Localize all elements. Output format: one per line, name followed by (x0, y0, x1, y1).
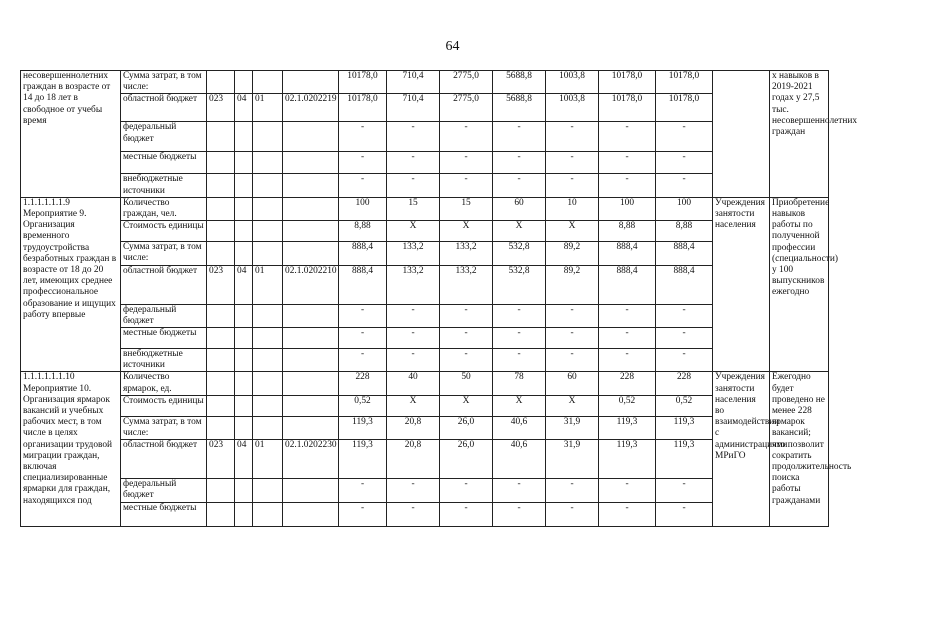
code-grbs (207, 174, 235, 197)
value-cell: 133,2 (440, 242, 493, 265)
indicator-name: внебюджетные источники (121, 349, 207, 372)
value-cell: - (599, 479, 656, 502)
executor-cell (713, 71, 770, 198)
code-rz (235, 349, 253, 372)
value-cell: - (546, 304, 599, 327)
value-cell: Х (440, 395, 493, 416)
value-cell: 228 (339, 372, 387, 395)
value-cell: 888,4 (599, 242, 656, 265)
value-cell: 2775,0 (440, 94, 493, 122)
value-cell: 5688,8 (493, 71, 546, 94)
code-pr (253, 395, 283, 416)
value-cell: 710,4 (387, 71, 440, 94)
code-csr (283, 479, 339, 502)
code-csr (283, 242, 339, 265)
code-csr (283, 416, 339, 439)
value-cell: 8,88 (599, 221, 656, 242)
value-cell: - (546, 174, 599, 197)
value-cell: 100 (656, 197, 713, 220)
value-cell: - (387, 152, 440, 174)
value-cell: 10178,0 (656, 71, 713, 94)
code-grbs (207, 372, 235, 395)
indicator-name: Количество ярмарок, ед. (121, 372, 207, 395)
code-pr: 01 (253, 265, 283, 304)
code-pr (253, 328, 283, 349)
value-cell: 100 (599, 197, 656, 220)
value-cell: Х (493, 395, 546, 416)
value-cell: 5688,8 (493, 94, 546, 122)
value-cell: 133,2 (440, 265, 493, 304)
code-grbs (207, 71, 235, 94)
value-cell: 26,0 (440, 440, 493, 479)
code-pr (253, 304, 283, 327)
code-csr (283, 71, 339, 94)
result-cell: х навыков в 2019-2021 годах у 27,5 тыс. несовершеннолетних граждан (770, 71, 829, 198)
value-cell: 532,8 (493, 265, 546, 304)
value-cell: 119,3 (599, 440, 656, 479)
value-cell: - (546, 152, 599, 174)
code-csr (283, 349, 339, 372)
table-row (21, 197, 949, 220)
value-cell: 133,2 (387, 242, 440, 265)
value-cell: - (339, 328, 387, 349)
value-cell: - (546, 122, 599, 152)
value-cell: - (656, 479, 713, 502)
code-rz (235, 372, 253, 395)
value-cell: 888,4 (339, 265, 387, 304)
value-cell: - (493, 152, 546, 174)
value-cell: - (440, 479, 493, 502)
program-table (20, 70, 949, 527)
result-cell: Ежегодно будет проведено не менее 228 ярмарок вакансий; что позволит сократить продолжительность поиска работы гражданами (770, 372, 829, 526)
value-cell: 10178,0 (339, 71, 387, 94)
code-csr (283, 221, 339, 242)
indicator-name: внебюджетные источники (121, 174, 207, 197)
value-cell: 710,4 (387, 94, 440, 122)
value-cell: 10178,0 (599, 94, 656, 122)
code-pr (253, 122, 283, 152)
code-pr (253, 71, 283, 94)
code-rz (235, 304, 253, 327)
measure-cell: несовершеннолетних граждан в возрасте от 14 до 18 лет в свободное от учебы время (21, 71, 121, 198)
value-cell: - (440, 152, 493, 174)
value-cell: - (656, 502, 713, 526)
indicator-name: местные бюджеты (121, 502, 207, 526)
value-cell: - (493, 479, 546, 502)
value-cell: - (599, 349, 656, 372)
value-cell: 228 (599, 372, 656, 395)
value-cell: - (387, 349, 440, 372)
code-grbs (207, 328, 235, 349)
value-cell: 8,88 (339, 221, 387, 242)
code-csr (283, 122, 339, 152)
indicator-name: федеральный бюджет (121, 479, 207, 502)
code-pr (253, 152, 283, 174)
value-cell: Х (546, 395, 599, 416)
value-cell: - (493, 328, 546, 349)
value-cell: 228 (656, 372, 713, 395)
indicator-name: Стоимость единицы (121, 395, 207, 416)
indicator-name: областной бюджет (121, 265, 207, 304)
value-cell: 31,9 (546, 440, 599, 479)
value-cell: 0,52 (656, 395, 713, 416)
code-grbs (207, 502, 235, 526)
code-csr (283, 152, 339, 174)
value-cell: 2775,0 (440, 71, 493, 94)
code-pr (253, 349, 283, 372)
indicator-name: Сумма затрат, в том числе: (121, 71, 207, 94)
value-cell: - (656, 304, 713, 327)
value-cell: - (339, 122, 387, 152)
indicator-name: федеральный бюджет (121, 304, 207, 327)
code-rz (235, 479, 253, 502)
code-csr: 02.1.0202230 (283, 440, 339, 479)
code-pr (253, 479, 283, 502)
code-rz (235, 395, 253, 416)
value-cell: 20,8 (387, 416, 440, 439)
value-cell: Х (440, 221, 493, 242)
code-csr: 02.1.0202210 (283, 265, 339, 304)
code-grbs: 023 (207, 94, 235, 122)
value-cell: - (339, 304, 387, 327)
table-row (21, 372, 949, 395)
value-cell: 8,88 (656, 221, 713, 242)
code-pr (253, 502, 283, 526)
value-cell: 1003,8 (546, 94, 599, 122)
value-cell: - (493, 304, 546, 327)
code-grbs (207, 152, 235, 174)
value-cell: 31,9 (546, 416, 599, 439)
value-cell: - (599, 304, 656, 327)
value-cell: 888,4 (656, 265, 713, 304)
value-cell: Х (387, 395, 440, 416)
value-cell: - (339, 502, 387, 526)
indicator-name: областной бюджет (121, 94, 207, 122)
value-cell: 40,6 (493, 416, 546, 439)
value-cell: 10 (546, 197, 599, 220)
code-csr: 02.1.0202219 (283, 94, 339, 122)
code-grbs (207, 242, 235, 265)
value-cell: - (656, 122, 713, 152)
value-cell: - (339, 152, 387, 174)
value-cell: Х (546, 221, 599, 242)
value-cell: 1003,8 (546, 71, 599, 94)
indicator-name: местные бюджеты (121, 328, 207, 349)
value-cell: - (656, 328, 713, 349)
measure-cell: 1.1.1.1.1.1.9 Мероприятие 9. Организация временного трудоустройства безработных граждан в возрасте от 18 до 20 лет, имеющих среднее профессиональное образование и ищущих работу впервые (21, 197, 121, 372)
value-cell: - (656, 152, 713, 174)
code-rz (235, 221, 253, 242)
value-cell: - (493, 502, 546, 526)
code-rz (235, 71, 253, 94)
value-cell: 0,52 (339, 395, 387, 416)
indicator-name: областной бюджет (121, 440, 207, 479)
value-cell: - (440, 502, 493, 526)
value-cell: 78 (493, 372, 546, 395)
code-csr (283, 304, 339, 327)
code-rz (235, 174, 253, 197)
code-grbs (207, 416, 235, 439)
value-cell: 15 (440, 197, 493, 220)
value-cell: - (546, 502, 599, 526)
code-grbs (207, 479, 235, 502)
indicator-name: Стоимость единицы (121, 221, 207, 242)
value-cell: 50 (440, 372, 493, 395)
code-csr (283, 197, 339, 220)
value-cell: 133,2 (387, 265, 440, 304)
code-grbs: 023 (207, 440, 235, 479)
value-cell: - (387, 502, 440, 526)
value-cell: 20,8 (387, 440, 440, 479)
table-row (21, 71, 949, 94)
value-cell: - (440, 174, 493, 197)
code-rz (235, 152, 253, 174)
code-rz: 04 (235, 265, 253, 304)
measure-cell: 1.1.1.1.1.1.10 Мероприятие 10. Организация ярмарок вакансий и учебных рабочих мест, в том числе в целях организации трудовой миграции граждан, включая специализированные ярмарки для граждан, находящихся под (21, 372, 121, 526)
value-cell: - (440, 304, 493, 327)
value-cell: 10178,0 (339, 94, 387, 122)
value-cell: - (599, 502, 656, 526)
code-pr (253, 372, 283, 395)
code-pr (253, 221, 283, 242)
value-cell: 532,8 (493, 242, 546, 265)
value-cell: - (599, 122, 656, 152)
code-rz: 04 (235, 440, 253, 479)
value-cell: - (546, 479, 599, 502)
value-cell: 119,3 (656, 416, 713, 439)
code-rz (235, 502, 253, 526)
code-pr (253, 174, 283, 197)
value-cell: 888,4 (339, 242, 387, 265)
code-grbs (207, 304, 235, 327)
value-cell: - (387, 174, 440, 197)
indicator-name: Сумма затрат, в том числе: (121, 242, 207, 265)
code-rz (235, 197, 253, 220)
value-cell: - (546, 328, 599, 349)
indicator-name: федеральный бюджет (121, 122, 207, 152)
code-grbs: 023 (207, 265, 235, 304)
value-cell: - (387, 479, 440, 502)
value-cell: - (599, 174, 656, 197)
value-cell: Х (493, 221, 546, 242)
value-cell: 40 (387, 372, 440, 395)
code-grbs (207, 122, 235, 152)
value-cell: - (656, 349, 713, 372)
executor-cell: Учреждения занятости населения во взаимодействии с администрациями МРиГО (713, 372, 770, 526)
value-cell: 26,0 (440, 416, 493, 439)
value-cell: - (546, 349, 599, 372)
value-cell: 60 (546, 372, 599, 395)
code-rz: 04 (235, 94, 253, 122)
value-cell: 60 (493, 197, 546, 220)
value-cell: 119,3 (656, 440, 713, 479)
code-pr: 01 (253, 440, 283, 479)
indicator-name: Сумма затрат, в том числе: (121, 416, 207, 439)
code-rz (235, 242, 253, 265)
code-grbs (207, 349, 235, 372)
value-cell: 15 (387, 197, 440, 220)
value-cell: - (440, 349, 493, 372)
value-cell: - (339, 479, 387, 502)
executor-cell: Учреждения занятости населения (713, 197, 770, 372)
value-cell: - (493, 349, 546, 372)
code-rz (235, 416, 253, 439)
value-cell: 89,2 (546, 265, 599, 304)
code-csr (283, 395, 339, 416)
value-cell: 119,3 (339, 416, 387, 439)
value-cell: - (440, 328, 493, 349)
code-grbs (207, 395, 235, 416)
code-grbs (207, 221, 235, 242)
value-cell: 89,2 (546, 242, 599, 265)
value-cell: - (440, 122, 493, 152)
code-grbs (207, 197, 235, 220)
value-cell: - (599, 152, 656, 174)
value-cell: 119,3 (339, 440, 387, 479)
code-csr (283, 502, 339, 526)
value-cell: - (339, 349, 387, 372)
value-cell: - (387, 304, 440, 327)
code-pr: 01 (253, 94, 283, 122)
code-pr (253, 197, 283, 220)
value-cell: 888,4 (599, 265, 656, 304)
code-pr (253, 242, 283, 265)
value-cell: 10178,0 (656, 94, 713, 122)
indicator-name: местные бюджеты (121, 152, 207, 174)
value-cell: - (387, 328, 440, 349)
indicator-name: Количество граждан, чел. (121, 197, 207, 220)
value-cell: 119,3 (599, 416, 656, 439)
page-number: 64 (445, 39, 460, 54)
value-cell: 888,4 (656, 242, 713, 265)
value-cell: - (656, 174, 713, 197)
value-cell: 10178,0 (599, 71, 656, 94)
value-cell: 40,6 (493, 440, 546, 479)
value-cell: - (493, 174, 546, 197)
value-cell: - (493, 122, 546, 152)
value-cell: - (387, 122, 440, 152)
value-cell: - (339, 174, 387, 197)
code-csr (283, 328, 339, 349)
code-csr (283, 372, 339, 395)
value-cell: 0,52 (599, 395, 656, 416)
result-cell: Приобретение навыков работы по полученной профессии (специальности) у 100 выпускников ежегодно (770, 197, 829, 372)
value-cell: - (599, 328, 656, 349)
value-cell: Х (387, 221, 440, 242)
code-rz (235, 122, 253, 152)
code-rz (235, 328, 253, 349)
code-pr (253, 416, 283, 439)
code-csr (283, 174, 339, 197)
value-cell: 100 (339, 197, 387, 220)
